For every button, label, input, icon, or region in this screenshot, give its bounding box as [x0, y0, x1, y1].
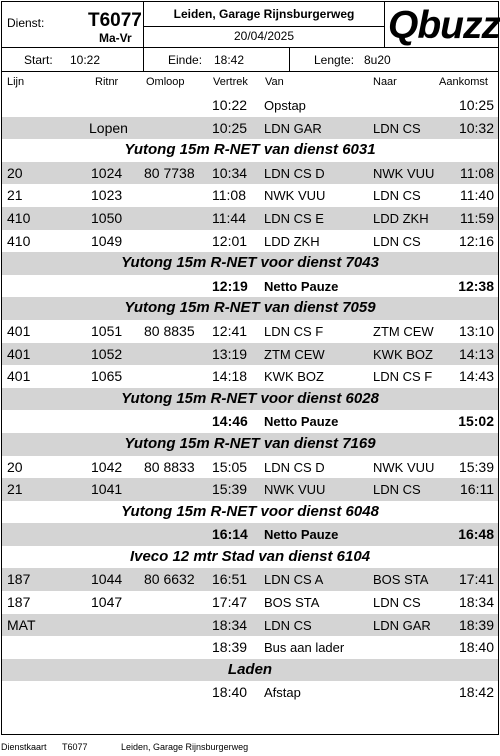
from-stop: LDN CS D [264, 459, 325, 475]
qbuzz-logo: Qbuzz [388, 4, 500, 47]
arrival-time: 10:25 [458, 97, 494, 113]
length-label: Lengte: [314, 53, 355, 67]
line-number: 187 [7, 571, 31, 588]
vehicle-block-title [2, 433, 498, 456]
line-number: 21 [7, 481, 23, 498]
col-van: Van [265, 76, 284, 88]
trip-row [2, 636, 498, 659]
trip-number: 1050 [91, 209, 123, 226]
trip-number: 1023 [91, 187, 123, 204]
from-stop: NWK VUU [264, 482, 326, 498]
arrival-time: 14:43 [458, 368, 494, 385]
arrival-time: 13:10 [458, 322, 494, 339]
arrival-time: 10:32 [458, 119, 494, 136]
line-number: 187 [7, 594, 31, 611]
arrival-time: 15:02 [458, 413, 494, 430]
trip-row [2, 184, 498, 207]
from-stop: LDN GAR [264, 120, 322, 136]
column-headers [2, 72, 498, 94]
start-label: Start: [24, 53, 53, 67]
vehicle-block-title [2, 501, 498, 524]
departure-time: 12:19 [212, 277, 248, 294]
line-number: MAT [7, 616, 36, 633]
departure-time: 12:01 [212, 232, 248, 249]
trip-number: 1047 [91, 594, 123, 611]
to-stop: NWK VUU [373, 459, 435, 475]
end-time: 18:42 [214, 53, 245, 67]
block-title-text: Yutong 15m R-NET voor dienst 6028 [121, 389, 379, 407]
departure-time: 14:18 [212, 368, 248, 385]
trip-row [2, 230, 498, 253]
line-number: 401 [7, 322, 31, 339]
arrival-time: 11:40 [460, 187, 494, 204]
trip-row [2, 681, 498, 704]
trip-number: 1042 [91, 458, 123, 475]
departure-time: 16:14 [212, 526, 248, 543]
to-stop: ZTM CEW [373, 323, 434, 339]
block-number: 80 8835 [144, 322, 195, 339]
vehicle-block-title [2, 546, 498, 569]
end-label: Einde: [168, 53, 203, 67]
walk-label: Lopen [89, 119, 128, 136]
from-stop: LDN CS F [264, 323, 324, 339]
pause-label: Netto Pauze [264, 527, 339, 543]
col-vertrek: Vertrek [213, 76, 248, 88]
vehicle-block-title [2, 659, 498, 682]
from-stop: Afstap [264, 685, 301, 701]
block-title-text: Yutong 15m R-NET van dienst 6031 [124, 141, 376, 159]
pause-label: Netto Pauze [264, 278, 339, 294]
trip-row [2, 456, 498, 479]
line-number: 410 [7, 209, 31, 226]
block-title-text: Yutong 15m R-NET van dienst 7169 [124, 434, 376, 452]
line-number: 20 [7, 164, 23, 181]
header [2, 2, 498, 48]
divider [143, 48, 144, 72]
line-number: 401 [7, 345, 31, 362]
block-title-text: Yutong 15m R-NET voor dienst 7043 [121, 254, 379, 272]
line-number: 20 [7, 458, 23, 475]
pause-row [2, 275, 498, 298]
date: 20/04/2025 [233, 29, 295, 43]
to-stop: LDN CS [373, 188, 421, 204]
arrival-time: 17:41 [458, 571, 494, 588]
trip-row [2, 478, 498, 501]
to-stop: LDN CS F [373, 369, 433, 385]
trip-row [2, 614, 498, 637]
arrival-time: 18:34 [458, 594, 494, 611]
to-stop: LDN CS [373, 482, 421, 498]
pause-row [2, 523, 498, 546]
block-number: 80 7738 [144, 164, 195, 181]
length-value: 8u20 [364, 53, 391, 67]
from-stop: ZTM CEW [264, 346, 325, 362]
col-aankomst: Aankomst [439, 76, 488, 88]
departure-time: 14:46 [212, 413, 248, 430]
days-label: Ma-Vr [99, 31, 132, 45]
arrival-time: 18:39 [458, 616, 494, 633]
arrival-time: 12:16 [458, 232, 494, 249]
dienstkaart [1, 1, 499, 735]
trip-number: 1049 [91, 232, 123, 249]
departure-time: 10:25 [212, 119, 248, 136]
departure-time: 10:22 [212, 97, 248, 113]
departure-time: 15:05 [212, 458, 248, 475]
divider [289, 48, 290, 72]
to-stop: KWK BOZ [373, 346, 433, 362]
vehicle-block-title [2, 388, 498, 411]
trip-number: 1051 [91, 322, 123, 339]
trip-row [2, 207, 498, 230]
departure-time: 18:40 [212, 684, 248, 701]
to-stop: LDN GAR [373, 617, 431, 633]
trip-row [2, 365, 498, 388]
departure-time: 11:08 [212, 187, 246, 204]
from-stop: KWK BOZ [264, 369, 324, 385]
to-stop: LDN CS [373, 233, 421, 249]
col-ritnr: Ritnr [95, 76, 119, 88]
col-lijn: Lijn [7, 76, 25, 88]
departure-time: 10:34 [212, 164, 248, 181]
vehicle-block-title [2, 139, 498, 162]
garage-name: Leiden, Garage Rijnsburgerweg [144, 2, 384, 27]
arrival-time: 18:40 [458, 639, 494, 656]
trip-number: 1041 [91, 481, 123, 498]
footer-garage: Leiden, Garage Rijnsburgerweg [121, 742, 249, 752]
arrival-time: 15:39 [458, 458, 494, 475]
arrival-time: 16:11 [460, 481, 494, 498]
block-title-text: Laden [227, 660, 273, 678]
trip-row [2, 320, 498, 343]
departure-time: 15:39 [212, 481, 248, 498]
from-stop: LDD ZKH [264, 233, 320, 249]
from-stop: LDN CS D [264, 165, 325, 181]
arrival-time: 16:48 [458, 526, 494, 543]
trip-number: 1052 [91, 345, 123, 362]
departure-time: 13:19 [212, 345, 248, 362]
trip-number: 1065 [91, 368, 123, 385]
arrival-time: 14:13 [458, 345, 494, 362]
header-middle [143, 2, 385, 48]
trip-row [2, 343, 498, 366]
footer-dienst-number: T6077 [62, 742, 88, 752]
to-stop: NWK VUU [373, 165, 435, 181]
trip-number: 1044 [91, 571, 123, 588]
vehicle-block-title [2, 297, 498, 320]
dienst-number: T6077 [88, 10, 142, 31]
from-stop: LDN CS [264, 617, 312, 633]
block-title-text: Yutong 15m R-NET voor dienst 6048 [121, 502, 379, 520]
block-title-text: Yutong 15m R-NET van dienst 7059 [124, 299, 376, 317]
pause-row [2, 410, 498, 433]
to-stop: BOS STA [373, 572, 429, 588]
arrival-time: 11:08 [460, 164, 494, 181]
trip-row [2, 568, 498, 591]
departure-time: 12:41 [212, 322, 248, 339]
col-naar: Naar [373, 76, 397, 88]
block-number: 80 6632 [144, 571, 195, 588]
arrival-time: 12:38 [458, 277, 494, 294]
walk-row [2, 117, 498, 140]
from-stop: BOS STA [264, 595, 320, 611]
departure-time: 16:51 [212, 571, 248, 588]
from-stop: Bus aan lader [264, 640, 345, 656]
pause-label: Netto Pauze [264, 414, 339, 430]
col-omloop: Omloop [146, 76, 185, 88]
line-number: 410 [7, 232, 31, 249]
block-number: 80 8833 [144, 458, 195, 475]
footer [0, 740, 500, 754]
to-stop: LDN CS [373, 120, 421, 136]
trip-row [2, 94, 498, 117]
footer-label: Dienstkaart [1, 742, 47, 752]
line-number: 21 [7, 187, 23, 204]
schedule-table [2, 94, 498, 704]
to-stop: LDD ZKH [373, 210, 429, 226]
vehicle-block-title [2, 252, 498, 275]
dienst-label: Dienst: [7, 16, 45, 30]
departure-time: 18:39 [212, 639, 248, 656]
departure-time: 17:47 [212, 594, 248, 611]
arrival-time: 11:59 [460, 209, 494, 226]
shift-times [2, 48, 498, 72]
departure-time: 11:44 [212, 209, 246, 226]
from-stop: LDN CS E [264, 210, 324, 226]
block-title-text: Iveco 12 mtr Stad van dienst 6104 [129, 547, 371, 565]
from-stop: NWK VUU [264, 188, 326, 204]
trip-row [2, 591, 498, 614]
trip-number: 1024 [91, 164, 123, 181]
to-stop: LDN CS [373, 595, 421, 611]
line-number: 401 [7, 368, 31, 385]
arrival-time: 18:42 [458, 684, 494, 701]
departure-time: 18:34 [212, 616, 248, 633]
from-stop: LDN CS A [264, 572, 324, 588]
trip-row [2, 162, 498, 185]
start-time: 10:22 [70, 53, 101, 67]
from-stop: Opstap [264, 98, 306, 113]
